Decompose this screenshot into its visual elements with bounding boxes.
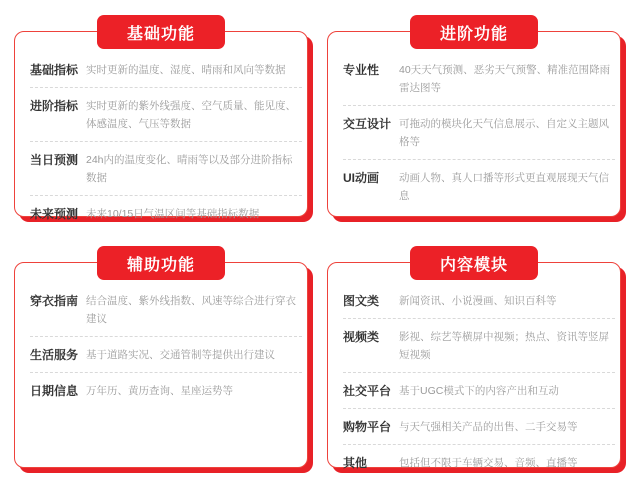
feature-description: 未来10/15日气温区间等基础指标数据 bbox=[86, 208, 260, 220]
feature-label: 穿衣指南 bbox=[30, 294, 79, 308]
card-title-badge: 内容模块 bbox=[410, 246, 538, 280]
card-basic-functions bbox=[14, 26, 308, 221]
feature-description: 新闻资讯、小说漫画、知识百科等 bbox=[399, 295, 557, 307]
feature-row bbox=[343, 52, 615, 106]
feature-label: 专业性 bbox=[343, 63, 380, 77]
feature-description: 实时更新的紫外线强度、空气质量、能见度、体感温度、气压等数据 bbox=[86, 100, 296, 130]
feature-description: 基于UGC模式下的内容产出和互动 bbox=[399, 385, 559, 397]
feature-row bbox=[30, 373, 302, 408]
feature-row bbox=[30, 196, 302, 231]
feature-description: 影视、综艺等横屏中视频；热点、资讯等竖屏短视频 bbox=[399, 331, 609, 361]
feature-row bbox=[343, 319, 615, 373]
feature-label: 视频类 bbox=[343, 330, 380, 344]
feature-rows bbox=[15, 263, 307, 408]
feature-row bbox=[343, 283, 615, 319]
feature-description: 与天气强相关产品的出售、二手交易等 bbox=[399, 421, 578, 433]
feature-row bbox=[343, 106, 615, 160]
card-content-modules bbox=[327, 257, 621, 470]
feature-row bbox=[30, 88, 302, 142]
feature-description: 可拖动的模块化天气信息展示、自定义主题风格等 bbox=[399, 118, 609, 148]
feature-label: 未来预测 bbox=[30, 207, 79, 221]
card-auxiliary-functions bbox=[14, 257, 308, 468]
feature-description: 包括但不限于车辆交易、音频、直播等 bbox=[399, 457, 578, 469]
feature-description: 动画人物、真人口播等形式更直观展现天气信息 bbox=[399, 172, 609, 202]
feature-description: 结合温度、紫外线指数、风速等综合进行穿衣建议 bbox=[86, 295, 296, 325]
card-title-badge: 基础功能 bbox=[97, 15, 225, 49]
feature-label: 社交平台 bbox=[343, 384, 392, 398]
card-advanced-functions bbox=[327, 26, 621, 217]
feature-description: 24h内的温度变化、晴雨等以及部分进阶指标数据 bbox=[86, 154, 293, 184]
feature-row bbox=[30, 52, 302, 88]
feature-row bbox=[30, 283, 302, 337]
feature-row bbox=[343, 373, 615, 409]
feature-row bbox=[343, 445, 615, 480]
feature-label: 购物平台 bbox=[343, 420, 392, 434]
feature-label: 其他 bbox=[343, 456, 368, 470]
feature-description: 基于道路实况、交通管制等提供出行建议 bbox=[86, 349, 275, 361]
feature-label: 基础指标 bbox=[30, 63, 79, 77]
feature-label: 图文类 bbox=[343, 294, 380, 308]
card-title-badge: 进阶功能 bbox=[410, 15, 538, 49]
feature-description: 实时更新的温度、湿度、晴雨和风向等数据 bbox=[86, 64, 286, 76]
feature-label: 生活服务 bbox=[30, 348, 79, 362]
feature-row bbox=[343, 409, 615, 445]
feature-label: 日期信息 bbox=[30, 384, 79, 398]
feature-label: UI动画 bbox=[343, 171, 380, 185]
feature-description: 万年历、黄历查询、星座运势等 bbox=[86, 385, 233, 397]
feature-description: 40天天气预测、恶劣天气预警、精准范围降雨雷达图等 bbox=[399, 64, 611, 94]
feature-rows bbox=[328, 32, 620, 213]
feature-label: 交互设计 bbox=[343, 117, 392, 131]
card-title-badge: 辅助功能 bbox=[97, 246, 225, 280]
feature-row bbox=[343, 160, 615, 213]
feature-label: 当日预测 bbox=[30, 153, 79, 167]
feature-rows bbox=[328, 263, 620, 480]
feature-row bbox=[30, 337, 302, 373]
feature-row bbox=[30, 142, 302, 196]
feature-rows bbox=[15, 32, 307, 231]
feature-label: 进阶指标 bbox=[30, 99, 79, 113]
